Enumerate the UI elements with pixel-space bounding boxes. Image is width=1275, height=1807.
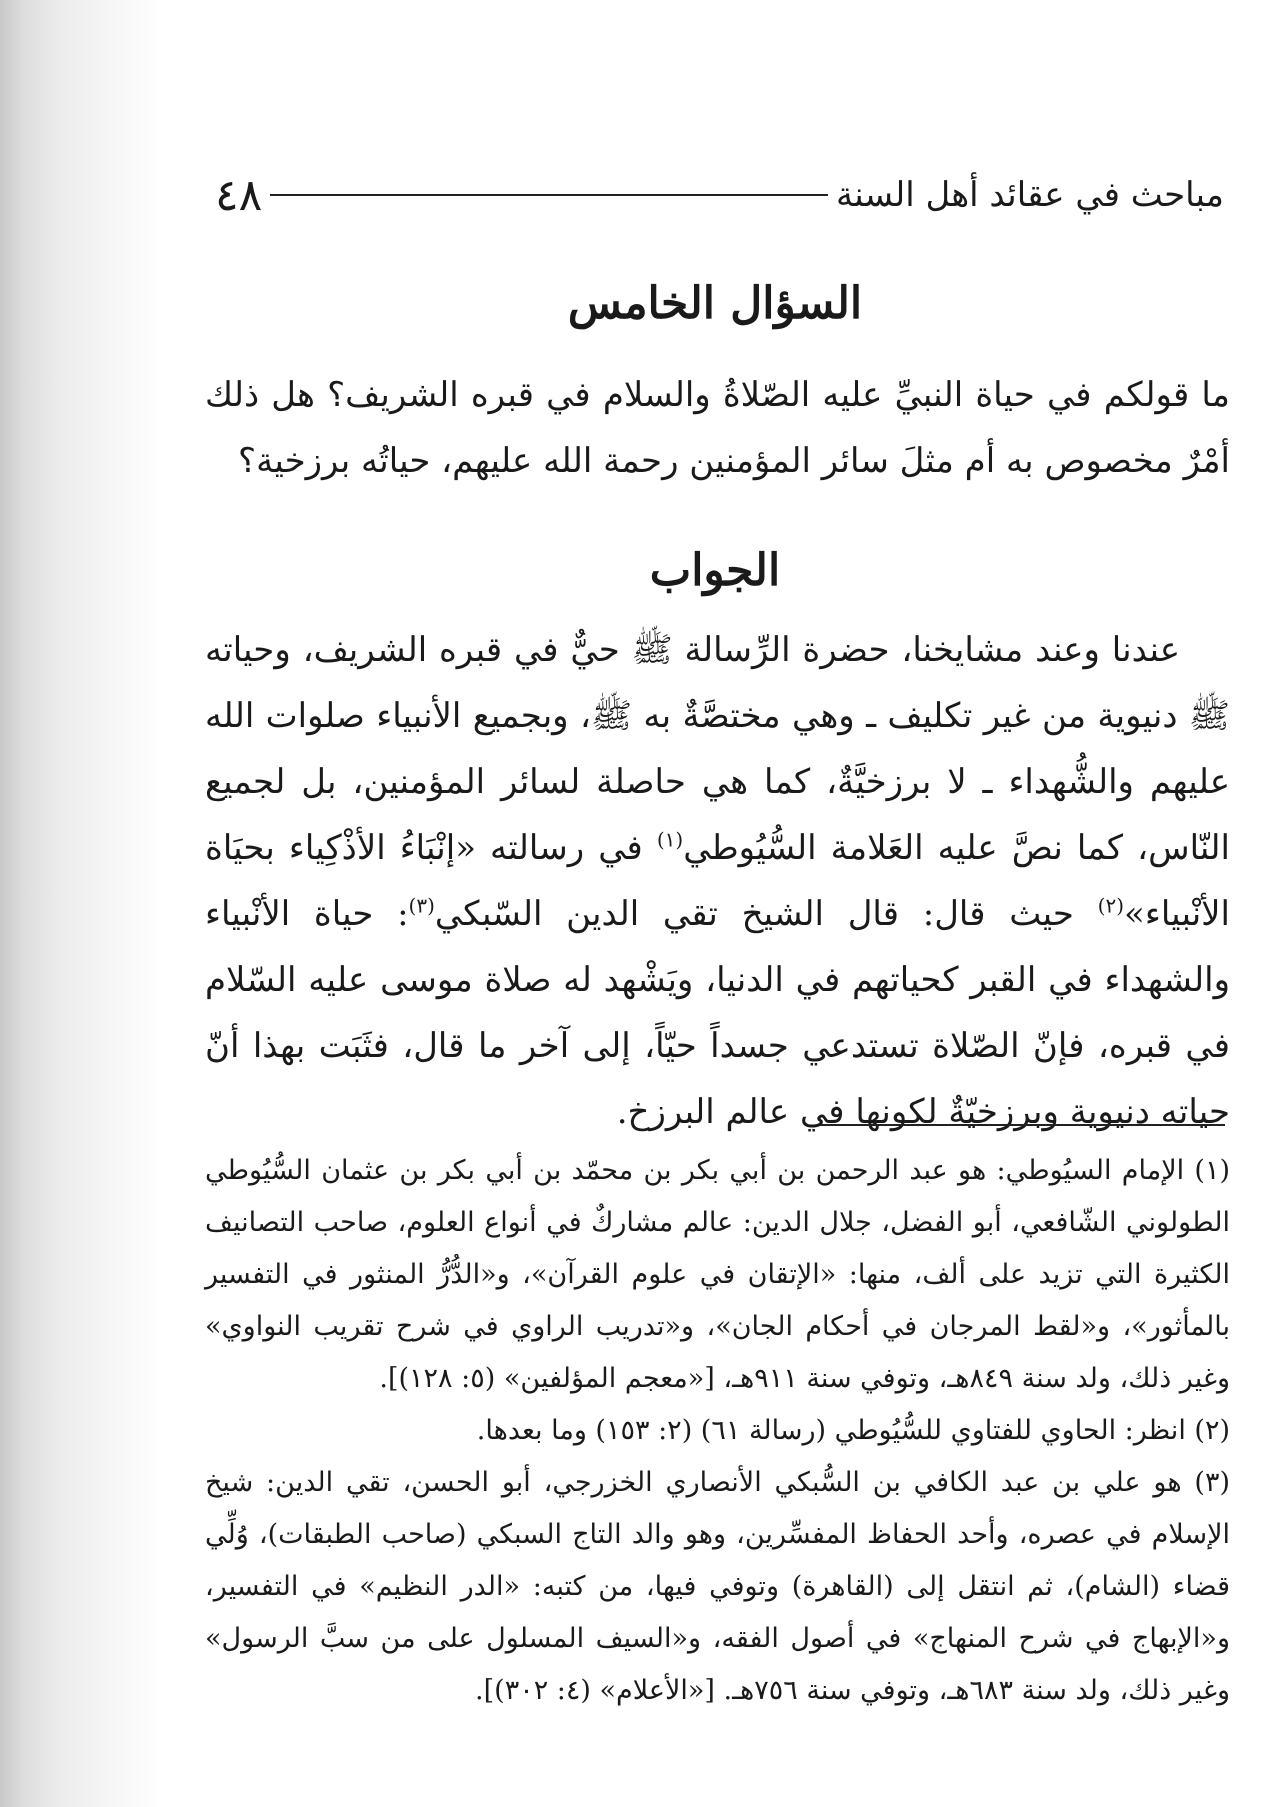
page-number: ٤٨ bbox=[215, 169, 263, 221]
footnote-2: (٢) انظر: الحاوي للفتاوي للسُّيُوطي (رسالة ٦١) (٢: ١٥٣) وما بعدها. bbox=[476, 1415, 1230, 1446]
header-rule bbox=[270, 194, 828, 196]
running-header bbox=[205, 165, 1230, 225]
answer-text-part: عندنا وعند مشايخنا، حضرة الرِّسالة ﷺ حيٌّ في قبره الشريف، وحياته ﷺ دنيوية من غير تكليف ـ وهي مختصَّةٌ به ﷺ، وبجميع الأنبياء صلوات الله عليهم والشُّهداء ـ لا برزخيَّةٌ، كما هي حاصلة لسائر المؤمنين، بل لجميع النّاس، كما نصَّ عليه العَلامة السُّيُوطي bbox=[205, 630, 1230, 868]
book-title: مباحث في عقائد أهل السنة bbox=[836, 175, 1224, 215]
footnote-1: (١) الإمام السيُوطي: هو عبد الرحمن بن أبي بكر بن محمّد بن أبي بكر بن عثمان السُّيُوطي الطولوني الشّافعي، أبو الفضل، جلال الدين: عالم مشاركٌ في أنواع العلوم، صاحب التصانيف الكثيرة التي تزيد على ألف، منها: «الإتقان في علوم القرآن»، و«الدُّرُّ المنثور في التفسير بالمأثور»، و«لقط المرجان في أحكام الجان»، و«تدريب الراوي في شرح تقريب النواوي» وغير ذلك، ولد سنة ٨٤٩هـ، وتوفي سنة ٩١١هـ، [«معجم المؤلفين» (٥: ١٢٨)]. bbox=[205, 1155, 1230, 1394]
footnotes bbox=[205, 1145, 1230, 1717]
question-heading: السؤال الخامس bbox=[567, 278, 863, 329]
footnote-3: (٣) هو علي بن عبد الكافي بن السُّبكي الأنصاري الخزرجي، أبو الحسن، تقي الدين: شيخ الإسلام في عصره، وأحد الحفاظ المفسِّرين، وهو والد التاج السبكي (صاحب الطبقات)، وُلِّي قضاء (الشام)، ثم انتقل إلى (القاهرة) وتوفي فيها، من كتبه: «الدر النظيم» في التفسير، و«الإبهاج في شرح المنهاج» في أصول الفقه، و«السيف المسلول على من سبَّ الرسول» وغير ذلك، ولد سنة ٦٨٣هـ، وتوفي سنة ٧٥٦هـ. [«الأعلام» (٤: ٣٠٢)]. bbox=[205, 1467, 1230, 1706]
answer-paragraph bbox=[205, 617, 1230, 1145]
answer-heading: الجواب bbox=[649, 545, 781, 596]
answer-text-part: حيث قال: قال الشيخ تقي الدين السّبكي bbox=[434, 894, 1098, 934]
footnote-reference-1[interactable]: (١) bbox=[656, 827, 684, 852]
footnote-reference-3[interactable]: (٣) bbox=[408, 893, 435, 918]
answer-text-part: : حياة الأنْبياء والشهداء في القبر كحياتهم في الدنيا، ويَشْهد له صلاة موسى عليه السّلام في قبره، فإنّ الصّلاة تستدعي جسداً حيّاً، إلى آخر ما قال، فثَبَت بهذا أنّ حياته دنيوية وبرزخيّةٌ لكونها في عالم البرزخ. bbox=[205, 894, 1230, 1132]
footnote-separator bbox=[820, 1124, 1225, 1126]
footnote-reference-2[interactable]: (٢) bbox=[1097, 893, 1125, 918]
book-page bbox=[175, 0, 1255, 1807]
binding-gutter-shadow bbox=[0, 0, 165, 1807]
question-paragraph: ما قولكم في حياة النبيِّ عليه الصّلاةُ والسلام في قبره الشريف؟ هل ذلك أمْرٌ مخصوص به أم مثلَ سائر المؤمنين رحمة الله عليهم، حياتُه برزخية؟ bbox=[205, 375, 1230, 481]
answer-text-part: في رسالته «إنْبَاءُ الأذْكِياء بحيَاة الأنْبياء» bbox=[205, 828, 1230, 934]
